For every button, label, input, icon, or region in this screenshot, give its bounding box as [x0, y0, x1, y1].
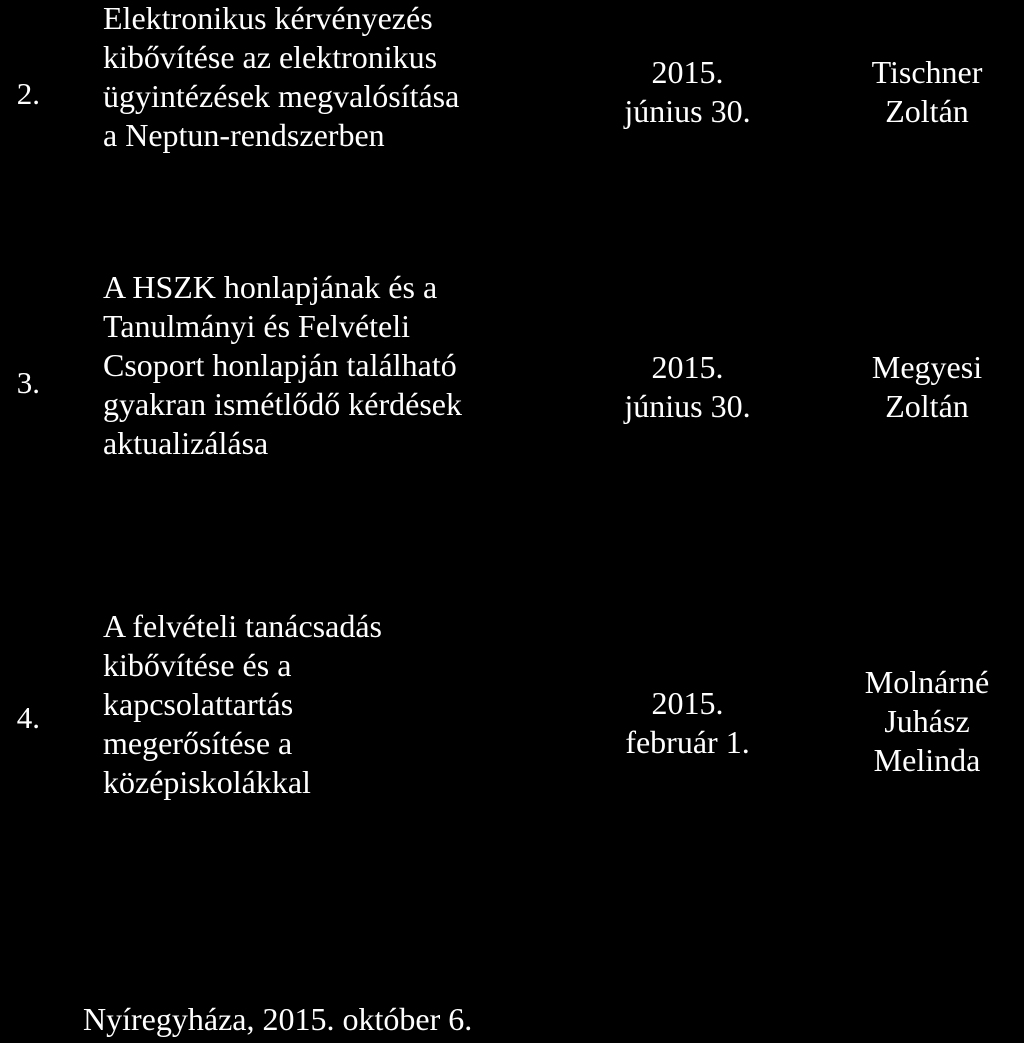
person-name-line: Molnárné [864, 664, 990, 700]
deadline [600, 53, 775, 131]
task-description [103, 607, 573, 802]
task-description [103, 0, 573, 155]
row-number: 2. [16, 76, 40, 111]
task-line: gyakran ismétlődő kérdések [103, 386, 462, 422]
task-line: aktualizálása [103, 425, 269, 461]
responsible-person [830, 348, 1024, 426]
person-name-line: Zoltán [885, 388, 969, 424]
task-line: Tanulmányi és Felvételi [103, 308, 411, 344]
task-line: ügyintézések megvalósítása [103, 78, 460, 114]
deadline-date: február 1. [625, 724, 750, 760]
task-line: megerősítése a [103, 725, 293, 761]
deadline-year: 2015. [651, 349, 724, 385]
place-and-date: Nyíregyháza, 2015. október 6. [83, 1001, 473, 1037]
task-line: kapcsolattartás [103, 686, 294, 722]
deadline [600, 348, 775, 426]
deadline-year: 2015. [651, 685, 724, 721]
deadline-year: 2015. [651, 54, 724, 90]
task-description [103, 268, 573, 463]
deadline-date: június 30. [624, 93, 751, 129]
responsible-person [830, 53, 1024, 131]
responsible-person [830, 663, 1024, 780]
task-line: A HSZK honlapjának és a [103, 269, 438, 305]
task-line: kibővítése az elektronikus [103, 39, 438, 75]
person-name-line: Melinda [873, 742, 981, 778]
deadline-date: június 30. [624, 388, 751, 424]
task-line: a Neptun-rendszerben [103, 117, 385, 153]
deadline [600, 684, 775, 762]
row-number: 4. [16, 700, 40, 735]
task-line: középiskolákkal [103, 764, 311, 800]
person-name-line: Juhász [884, 703, 970, 739]
task-line: Csoport honlapján található [103, 347, 457, 383]
task-line: kibővítése és a [103, 647, 292, 683]
person-name-line: Zoltán [885, 93, 969, 129]
task-line: A felvételi tanácsadás [103, 608, 382, 644]
row-number: 3. [16, 365, 40, 400]
person-name-line: Megyesi [871, 349, 983, 385]
person-name-line: Tischner [871, 54, 983, 90]
task-line: Elektronikus kérvényezés [103, 0, 433, 36]
